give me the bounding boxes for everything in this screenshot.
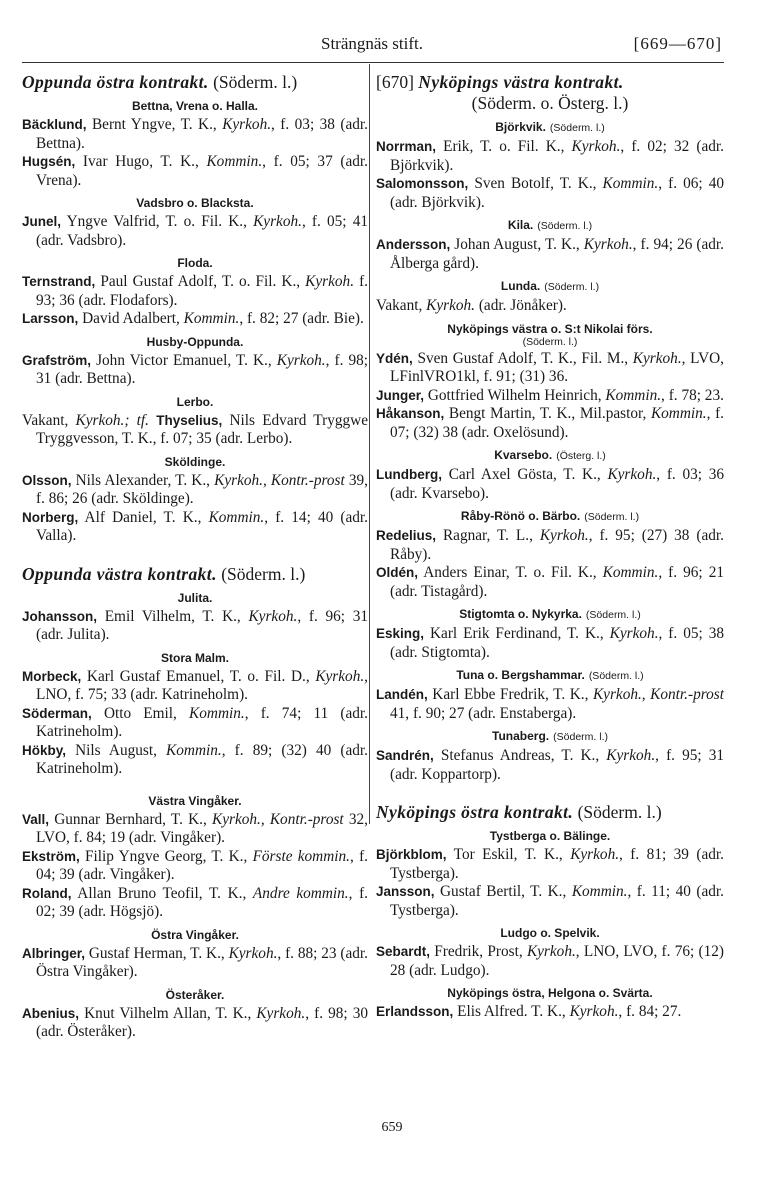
entry-details: , f. 07; (32) 38 (adr. Oxelösund).: [390, 405, 724, 441]
surname: Esking,: [376, 626, 425, 641]
surname: Söderman,: [22, 705, 92, 721]
surname: Norrman,: [376, 139, 437, 154]
office-title: Kyrkoh.: [609, 625, 659, 642]
parish-name: Husby-Oppunda.: [146, 334, 244, 349]
page-number: 659: [381, 1120, 403, 1135]
parish-name: Vadsbro o. Blacksta.: [136, 196, 254, 210]
name-details: Alf Daniel, T. K.,: [78, 508, 209, 526]
parish-heading: [376, 925, 724, 941]
name-details: Karl Gustaf Emanuel, T. o. Fil. D.,: [81, 667, 316, 685]
parish-region: (Söderm. l.): [549, 122, 605, 134]
surname: Roland,: [22, 885, 72, 901]
name-details: Vakant,: [376, 297, 427, 314]
office-title: Kyrkoh.: [426, 297, 475, 314]
surname: Redelius,: [376, 528, 437, 543]
name-details: Anders Einar, T. o. Fil. K.,: [418, 564, 603, 581]
surname: Andersson,: [376, 237, 451, 252]
parish-name: Stora Malm.: [160, 650, 229, 665]
name-details: Nils August,: [66, 741, 167, 759]
name-details: Yngve Valfrid, T. o. Fil. K.,: [61, 213, 254, 230]
parish-heading: [22, 255, 368, 271]
name-details: John Victor Emanuel, T. K.,: [91, 351, 277, 369]
name-details: Bernt Yngve, T. K.,: [86, 116, 223, 133]
parish-name: Råby-Rönö o. Bärbo.: [460, 509, 581, 523]
office-title: Kyrkoh.: [305, 273, 355, 290]
left-column: [22, 70, 368, 1042]
parish-name: Tuna o. Bergshammar.: [456, 668, 585, 682]
name-details: Karl Ebbe Fredrik, T. K.,: [427, 686, 593, 703]
right-column: [376, 70, 724, 1022]
surname: Johansson,: [22, 608, 98, 624]
clergy-entry: [22, 668, 368, 705]
parish-heading: [22, 590, 368, 606]
name-details: Gustaf Herman, T. K.,: [85, 944, 229, 962]
name-details: Bengt Martin, T. K., Mil.pastor,: [444, 405, 651, 422]
parish-name: Kvarsebo.: [494, 448, 553, 462]
kontrakt-name: Oppunda västra kontrakt.: [22, 563, 217, 584]
entry-details: , LNO, LVO, f. 76; (12) 28 (adr. Ludgo).: [390, 943, 724, 979]
parish-heading: [376, 321, 724, 348]
office-title: Förste kommin.: [252, 847, 350, 865]
clergy-entry: [376, 846, 724, 883]
entry-details: , f. 96; 21 (adr. Tistagård).: [390, 564, 725, 600]
column-divider: [369, 64, 370, 824]
entry-details: 32, LVO, f. 84; 19 (adr. Vingåker).: [36, 810, 368, 846]
parish-heading: [22, 195, 368, 211]
clergy-entry: [376, 1003, 724, 1022]
clergy-entry: [376, 625, 724, 662]
entry-details: , LVO, LFinlVRO1kl, f. 91; (31) 36.: [390, 349, 725, 385]
office-title: Kyrkoh.: [248, 607, 298, 625]
parish-heading: [22, 334, 368, 350]
parish-name: Lunda.: [500, 279, 541, 293]
name-details: Tor Eskil, T. K.,: [446, 846, 571, 863]
parish-heading: [22, 987, 368, 1003]
name-details: Emil Vilhelm, T. K.,: [97, 607, 249, 625]
entry-details: , f. 96; 31 (adr. Julita).: [36, 607, 369, 643]
office-title: Kyrkoh.: [276, 351, 326, 369]
name-details: Gustaf Bertil, T. K.,: [434, 883, 572, 900]
office-title: Kyrkoh.: [583, 236, 633, 253]
parish-region: (Söderm. l.): [588, 670, 644, 682]
parish-heading: [376, 508, 724, 525]
clergy-entry: [376, 564, 724, 601]
entry-details: , f. 94; 26 (adr. Ålberga gård).: [390, 236, 724, 272]
surname: Oldén,: [376, 565, 419, 580]
surname: Larsson,: [22, 311, 79, 326]
office-title: Kyrkoh.: [569, 1003, 619, 1020]
name-details: Knut Vilhelm Allan, T. K.,: [79, 1004, 257, 1022]
surname: Vall,: [22, 811, 50, 827]
kontrakt-heading: [376, 802, 724, 823]
entry-details: , f. 03; 38 (adr. Bettna).: [36, 116, 368, 152]
parish-name: Ludgo o. Spelvik.: [500, 926, 600, 940]
entry-details: , f. 05; 38 (adr. Stigtomta).: [390, 625, 725, 661]
parish-region: (Söderm. l.): [544, 281, 600, 293]
name-details: Karl Erik Ferdinand, T. K.,: [424, 625, 610, 642]
entry-details: , f. 95; (27) 38 (adr. Råby).: [390, 527, 724, 563]
office-title: Kyrkoh.: [632, 349, 682, 367]
surname: Hökby,: [22, 742, 67, 758]
entry-details: , f. 02; 39 (adr. Högsjö).: [36, 884, 368, 920]
parish-name: Tystberga o. Bälinge.: [489, 829, 611, 843]
parish-region: (Söderm. l.): [522, 335, 578, 348]
clergy-entry: [376, 387, 724, 406]
clergy-entry: [22, 472, 368, 509]
office-title: Kyrkoh.: [256, 1004, 306, 1022]
parish-region: (Söderm. l.): [585, 609, 641, 621]
clergy-entry: [376, 405, 724, 442]
surname: Jansson,: [376, 884, 435, 899]
clergy-entry: [376, 138, 724, 175]
office-title: Kommin.: [166, 741, 222, 759]
office-title: Kommin.: [650, 405, 707, 422]
entry-details: , f. 14; 40 (adr. Valla).: [36, 508, 369, 544]
office-title: Kyrkoh.: [228, 944, 278, 962]
entry-details: , f. 03; 36 (adr. Kvarsebo).: [390, 466, 725, 502]
parish-name: Floda.: [177, 256, 213, 270]
clergy-entry: [22, 742, 368, 779]
surname: Bäcklund,: [22, 117, 87, 132]
surname: Håkanson,: [376, 406, 445, 421]
name-details: Elis Alfred. T. K.,: [453, 1003, 570, 1020]
kontrakt-name: Oppunda östra kontrakt.: [22, 72, 209, 92]
clergy-entry: [376, 883, 724, 920]
entry-details: , f. 95; 31 (adr. Koppartorp).: [390, 747, 725, 783]
name-details: Stefanus Andreas, T. K.,: [433, 747, 607, 764]
surname: Ekström,: [22, 848, 80, 864]
clergy-entry: [22, 153, 368, 190]
office-title: Kyrkoh., Kontr.-prost: [592, 686, 724, 703]
parish-name: Tunaberg.: [492, 729, 550, 743]
parish-heading: [376, 217, 724, 234]
entry-details: , f. 84; 27.: [618, 1003, 682, 1020]
surname: Sandrén,: [376, 748, 434, 763]
kontrakt-region: (Söderm. l.): [216, 563, 306, 584]
parish-heading: [22, 927, 368, 943]
clergy-entry: [22, 811, 368, 848]
clergy-entry: [22, 310, 368, 329]
office-title: Kommin.: [208, 508, 265, 526]
parish-heading: [22, 394, 368, 410]
surname: Morbeck,: [22, 668, 82, 684]
entry-details: , f. 88; 23 (adr. Östra Vingåker).: [36, 944, 368, 980]
parish-heading: [376, 606, 724, 623]
office-title: Kyrkoh.: [606, 747, 656, 764]
clergy-entry: [22, 608, 368, 645]
clergy-entry: [22, 213, 368, 250]
office-title: Kyrkoh.: [539, 527, 589, 544]
surname: Olsson,: [22, 472, 72, 488]
parish-region: (Österg. l.): [556, 450, 606, 462]
surname: Ternstrand,: [22, 274, 96, 289]
clergy-entry: [376, 747, 724, 784]
clergy-entry: [376, 236, 724, 273]
clergy-entry: [376, 175, 724, 212]
parish-region: (Söderm. l.): [537, 220, 593, 232]
name-details: Carl Axel Gösta, T. K.,: [442, 466, 608, 483]
office-title: Kyrkoh.: [571, 138, 621, 155]
office-title: Kyrkoh., Kontr.-prost: [214, 471, 345, 489]
entry-details: , f. 04; 39 (adr. Vingåker).: [36, 847, 368, 883]
clergy-entry: [22, 352, 368, 389]
surname: Thyselius,: [156, 412, 223, 428]
entry-details: , f. 05; 41 (adr. Vadsbro).: [36, 213, 369, 249]
name-details: Otto Emil,: [91, 704, 190, 722]
parish-name: Nyköpings västra o. S:t Nikolai förs.: [447, 321, 653, 336]
kontrakt-name: Nyköpings östra kontrakt.: [376, 802, 574, 822]
entry-details: , f. 06; 40 (adr. Björkvik).: [390, 175, 724, 211]
parish-heading: [376, 447, 724, 464]
surname: Junger,: [376, 387, 425, 403]
parish-heading: [376, 728, 724, 745]
office-title: Kyrkoh.: [253, 213, 302, 230]
kontrakt-name: Nyköpings västra kontrakt.: [418, 72, 624, 92]
entry-details: , f. 05; 37 (adr. Vrena).: [36, 153, 368, 189]
name-details: Gunnar Bernhard, T. K.,: [49, 810, 212, 828]
parish-name: Björkvik.: [495, 120, 546, 134]
name-details: Nils Alexander, T. K.,: [71, 471, 215, 489]
entry-details: , LNO, f. 75; 33 (adr. Katrineholm).: [36, 667, 368, 703]
clergy-entry: [22, 412, 368, 449]
name-details: Ivar Hugo, T. K.,: [75, 153, 207, 170]
entry-details: f. 93; 36 (adr. Flodafors).: [36, 273, 368, 309]
office-title: Kommin.: [602, 175, 659, 192]
kontrakt-heading: [22, 72, 368, 93]
office-title: Kommin.: [183, 310, 240, 327]
parish-heading: [22, 793, 368, 809]
name-details: Sven Gustaf Adolf, T. K., Fil. M.,: [412, 349, 633, 367]
surname: Sebardt,: [376, 944, 431, 959]
office-title: Kommin.: [206, 153, 263, 170]
office-title: Andre kommin.: [252, 884, 349, 902]
surname: Albringer,: [22, 945, 86, 961]
parish-region: (Söderm. l.): [553, 731, 608, 743]
surname: Grafström,: [22, 352, 92, 368]
name-details: Allan Bruno Teofil, T. K.,: [71, 884, 253, 902]
running-head: [22, 34, 722, 60]
surname: Björkblom,: [376, 847, 447, 862]
clergy-entry: [22, 945, 368, 982]
clergy-entry: [22, 116, 368, 153]
parish-name: Östra Vingåker.: [151, 927, 239, 942]
entry-details: , f. 11; 40 (adr. Tystberga).: [390, 883, 725, 919]
kontrakt-region: (Söderm. o. Österg. l.): [471, 93, 629, 113]
clergy-entry: [376, 943, 724, 980]
clergy-entry: [22, 705, 368, 742]
clergy-entry: [376, 466, 724, 503]
office-title: Kyrkoh.: [570, 846, 620, 863]
kontrakt-region: (Söderm. l.): [573, 802, 662, 822]
surname: Norberg,: [22, 509, 79, 525]
parish-name: Stigtomta o. Nykyrka.: [459, 607, 582, 621]
name-details: Filip Yngve Georg, T. K.,: [79, 847, 253, 865]
parish-heading: [376, 828, 724, 844]
name-details: Erik, T. o. Fil. K.,: [436, 138, 572, 155]
parish-name: Österåker.: [165, 987, 225, 1002]
name-details: Vakant,: [22, 411, 76, 429]
parish-region: (Söderm. l.): [584, 511, 640, 523]
kontrakt-region: (Söderm. l.): [208, 72, 298, 92]
page-range: [669—670]: [633, 34, 722, 53]
clergy-entry: [376, 297, 724, 316]
entry-details: , f. 74; 11 (adr. Katrineholm).: [36, 704, 368, 740]
parish-name: Bettna, Vrena o. Halla.: [131, 99, 259, 113]
surname: Landén,: [376, 687, 428, 702]
entry-details: (adr. Jönåker).: [475, 297, 567, 314]
office-title: Kommin.: [189, 704, 245, 722]
parish-name: Kila.: [507, 218, 534, 232]
clergy-entry: [22, 1005, 368, 1042]
name-details: Paul Gustaf Adolf, T. o. Fil. K.,: [95, 273, 306, 290]
clergy-entry: [376, 527, 724, 564]
office-title: Kommin.: [602, 564, 659, 581]
office-title: Kyrkoh.; tf.: [75, 411, 150, 429]
office-title: Kyrkoh., Kontr.-prost: [212, 810, 344, 828]
parish-heading: [22, 454, 368, 470]
name-details: Ragnar, T. L.,: [436, 527, 540, 544]
office-title: Kyrkoh.: [222, 116, 272, 133]
clergy-entry: [376, 350, 724, 387]
parish-name: Julita.: [177, 590, 213, 605]
office-title: Kyrkoh.: [526, 943, 576, 960]
name-details: Sven Botolf, T. K.,: [468, 175, 603, 192]
name-details: Fredrik, Prost,: [430, 943, 527, 960]
office-title: Kommin.: [571, 883, 628, 900]
office-title: Kommin.: [605, 386, 662, 404]
clergy-entry: [376, 686, 724, 723]
parish-name: Sköldinge.: [164, 454, 226, 469]
parish-heading: [376, 119, 724, 136]
entry-details: , f. 89; (32) 40 (adr. Katrineholm).: [36, 741, 368, 777]
surname: Lundberg,: [376, 467, 442, 482]
header-rule: [22, 62, 724, 63]
name-details: Johan August, T. K.,: [450, 236, 584, 253]
name-details: David Adalbert,: [78, 310, 184, 327]
surname: Abenius,: [22, 1005, 80, 1021]
surname: Salomonsson,: [376, 176, 469, 191]
parish-heading: [376, 667, 724, 684]
surname: Erlandsson,: [376, 1004, 454, 1019]
office-title: Kyrkoh.: [315, 667, 365, 685]
entry-details: , f. 78; 23.: [661, 386, 724, 404]
office-title: Kyrkoh.: [607, 466, 657, 483]
surname: Hugsén,: [22, 154, 76, 169]
parish-heading: [22, 650, 368, 666]
parish-name: Västra Vingåker.: [148, 793, 242, 808]
kontrakt-number: [670]: [376, 72, 419, 92]
parish-heading: [376, 985, 724, 1001]
clergy-entry: [22, 848, 368, 885]
entry-details: , f. 81; 39 (adr. Tystberga).: [390, 846, 724, 882]
entry-details: 39, f. 86; 26 (adr. Sköldinge).: [36, 471, 368, 507]
surname: Junel,: [22, 214, 62, 229]
diocese-title: Strängnäs stift.: [321, 34, 423, 53]
entry-details: , f. 98; 30 (adr. Österåker).: [36, 1004, 368, 1040]
entry-details: , f. 82; 27 (adr. Bie).: [239, 310, 364, 327]
clergy-entry: [22, 509, 368, 546]
surname: Ydén,: [376, 350, 413, 366]
name-details: Gottfried Wilhelm Heinrich,: [424, 386, 606, 404]
entry-details: , f. 02; 32 (adr. Björkvik).: [390, 138, 724, 174]
parish-name: Lerbo.: [176, 394, 214, 409]
clergy-entry: [22, 273, 368, 310]
parish-name: Nyköpings östra, Helgona o. Svärta.: [447, 986, 653, 1000]
entry-details: , f. 98; 31 (adr. Bettna).: [36, 351, 368, 387]
parish-heading: [22, 98, 368, 114]
entry-details: Nils Edvard Tryggwe Tryggvesson, T. K., f. 07; 35 (adr. Lerbo).: [36, 411, 368, 447]
parish-heading: [376, 278, 724, 295]
kontrakt-heading: [376, 72, 724, 114]
kontrakt-heading: [22, 564, 368, 585]
entry-details: 41, f. 90; 27 (adr. Enstaberga).: [390, 704, 577, 722]
clergy-entry: [22, 885, 368, 922]
